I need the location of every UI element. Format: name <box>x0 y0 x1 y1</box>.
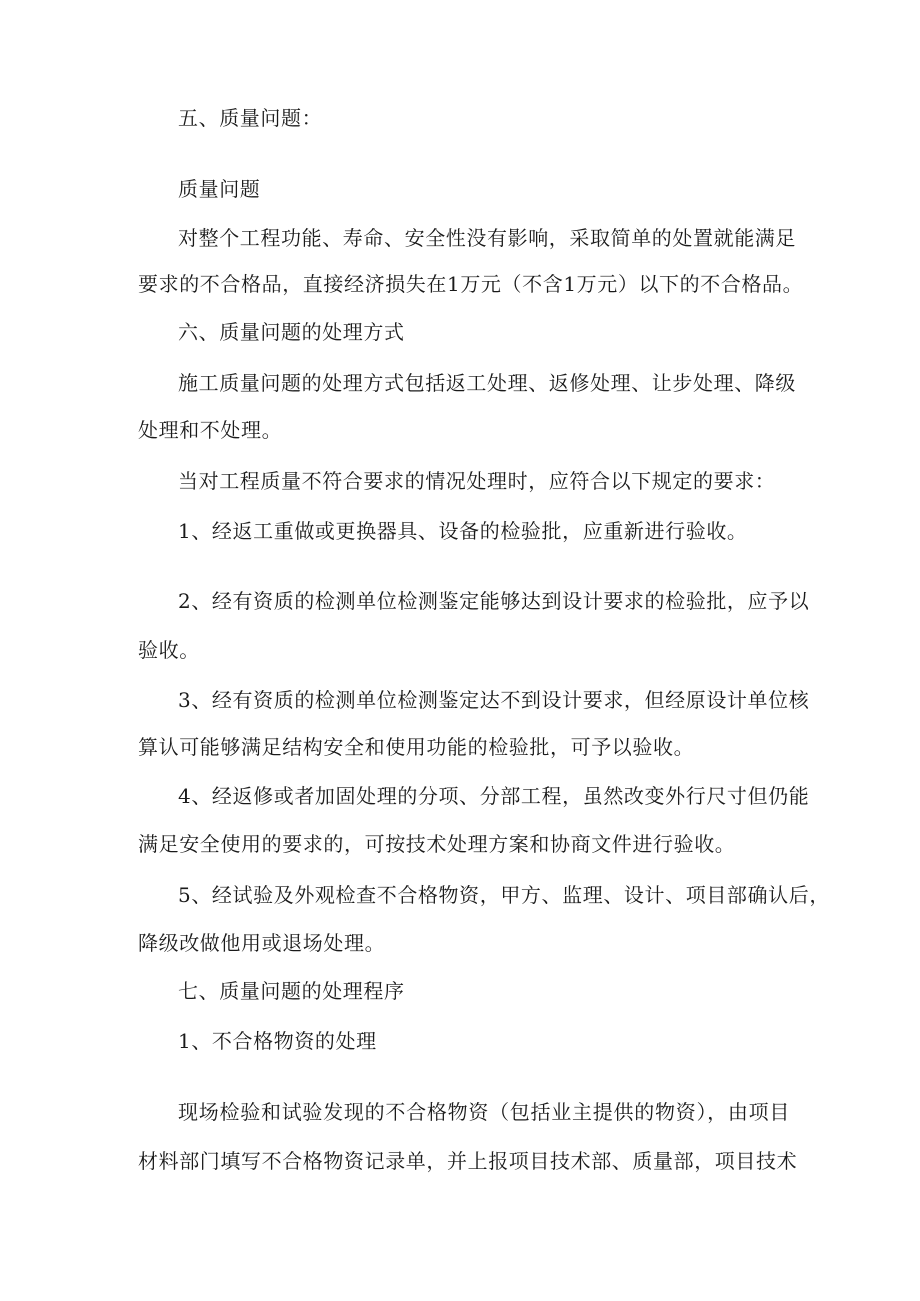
paragraph-line: 当对工程质量不符合要求的情况处理时，应符合以下规定的要求： <box>178 469 776 493</box>
paragraph-line: 算认可能够满足结构安全和使用功能的检验批，可予以验收。 <box>138 735 695 759</box>
paragraph-line: 施工质量问题的处理方式包括返工处理、返修处理、让步处理、降级 <box>178 371 796 395</box>
section-heading-6: 六、质量问题的处理方式 <box>178 320 405 344</box>
subheading: 1、不合格物资的处理 <box>178 1029 377 1053</box>
list-item-1: 1、经返工重做或更换器具、设备的检验批，应重新进行验收。 <box>178 519 748 543</box>
list-item-4: 4、经返修或者加固处理的分项、分部工程，虽然改变外行尺寸但仍能 <box>178 784 810 808</box>
paragraph-line: 现场检验和试验发现的不合格物资（包括业主提供的物资），由项目 <box>178 1100 790 1124</box>
paragraph-line: 满足安全使用的要求的，可按技术处理方案和协商文件进行验收。 <box>138 832 736 856</box>
subheading: 质量问题 <box>178 177 261 201</box>
list-item-3: 3、经有资质的检测单位检测鉴定达不到设计要求，但经原设计单位核 <box>178 688 810 712</box>
list-item-5: 5、经试验及外观检查不合格物资，甲方、监理、设计、项目部确认后， <box>178 883 830 907</box>
list-item-2: 2、经有资质的检测单位检测鉴定能够达到设计要求的检验批，应予以 <box>178 589 810 613</box>
paragraph-line: 要求的不合格品，直接经济损失在1万元（不含1万元）以下的不合格品。 <box>138 272 804 296</box>
paragraph-line: 处理和不处理。 <box>138 418 283 442</box>
paragraph-line: 降级改做他用或退场处理。 <box>138 931 386 955</box>
section-heading-5: 五、质量问题： <box>178 106 323 130</box>
paragraph-line: 对整个工程功能、寿命、安全性没有影响，采取简单的处置就能满足 <box>178 226 796 250</box>
section-heading-7: 七、质量问题的处理程序 <box>178 979 405 1003</box>
paragraph-line: 验收。 <box>138 638 200 662</box>
paragraph-line: 材料部门填写不合格物资记录单，并上报项目技术部、质量部，项目技术 <box>138 1149 798 1173</box>
